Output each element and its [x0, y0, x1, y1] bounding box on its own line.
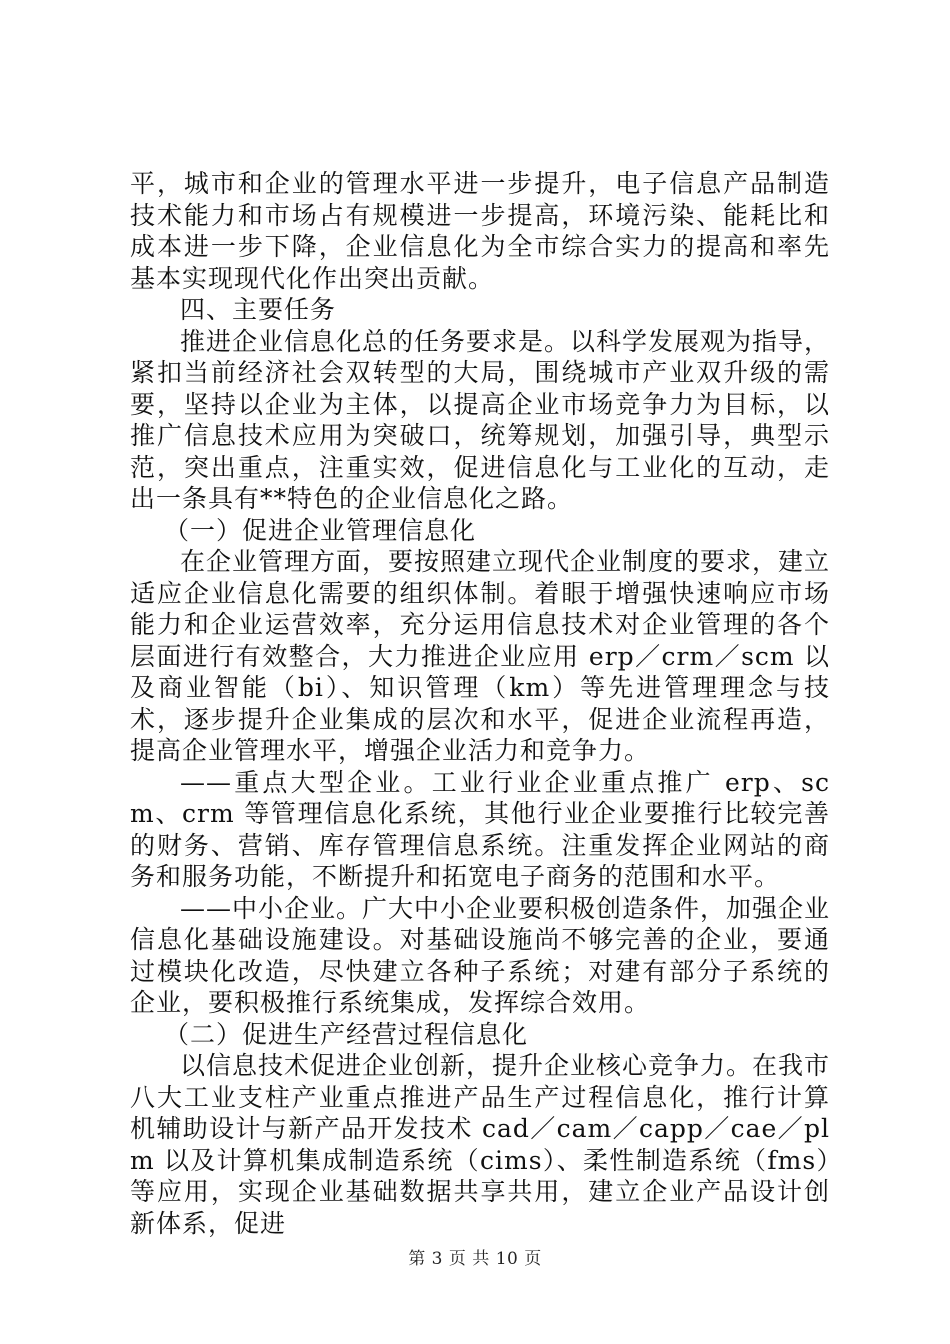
page-number-footer: 第 3 页 共 10 页	[408, 1249, 542, 1269]
document-body	[130, 168, 830, 1239]
paragraph-production: 以信息技术促进企业创新，提升企业核心竞争力。在我市八大工业支柱产业重点推进产品生产过程信息化，推行计算机辅助设计与新产品开发技术 cad／cam／capp／cae／plm 以及计算机集成制造系统（cims）、柔性制造系统（fms）等应用，实现企业基础数据共享共用，建立企业产品设计创新体系，促进	[130, 1051, 831, 1238]
paragraph-goals-continuation: 平，城市和企业的管理水平进一步提升，电子信息产品制造技术能力和市场占有规模进一步提高，环境污染、能耗比和成本进一步下降，企业信息化为全市综合实力的提高和率先基本实现现代化作出突出贡献。	[130, 169, 830, 293]
paragraph-overall-task: 推进企业信息化总的任务要求是。以科学发展观为指导，紧扣当前经济社会双转型的大局，围绕城市产业双升级的需要，坚持以企业为主体，以提高企业市场竞争力为目标，以推广信息技术应用为突破口，统筹规划，加强引导，典型示范，突出重点，注重实效，促进信息化与工业化的互动，走出一条具有**特色的企业信息化之路。	[130, 326, 831, 513]
subsection-heading-production-informatization: （二）促进生产经营过程信息化	[164, 1019, 529, 1049]
paragraph-small-medium-enterprises: ——中小企业。广大中小企业要积极创造条件，加强企业信息化基础设施建设。对基础设施尚不够完善的企业，要通过模块化改造，尽快建立各种子系统；对建有部分子系统的企业，要积极推行系统集成，发挥综合效用。	[130, 893, 831, 1017]
subsection-heading-management-informatization: （一）促进企业管理信息化	[164, 515, 477, 545]
paragraph-management: 在企业管理方面，要按照建立现代企业制度的要求，建立适应企业信息化需要的组织体制。着眼于增强快速响应市场能力和企业运营效率，充分运用信息技术对企业管理的各个层面进行有效整合，大力推进企业应用 erp／crm／scm 以及商业智能（bi）、知识管理（km）等先进管理理念与技术，逐步提升企业集成的层次和水平，促进企业流程再造，提高企业管理水平，增强企业活力和竞争力。	[130, 547, 831, 765]
section-heading-main-tasks: 四、主要任务	[180, 295, 337, 324]
paragraph-large-enterprises: ——重点大型企业。工业行业企业重点推广 erp、scm、crm 等管理信息化系统，其他行业企业要推行比较完善的财务、营销、库存管理信息系统。注重发挥企业网站的商务和服务功能，不断提升和拓宽电子商务的范围和水平。	[130, 767, 830, 891]
